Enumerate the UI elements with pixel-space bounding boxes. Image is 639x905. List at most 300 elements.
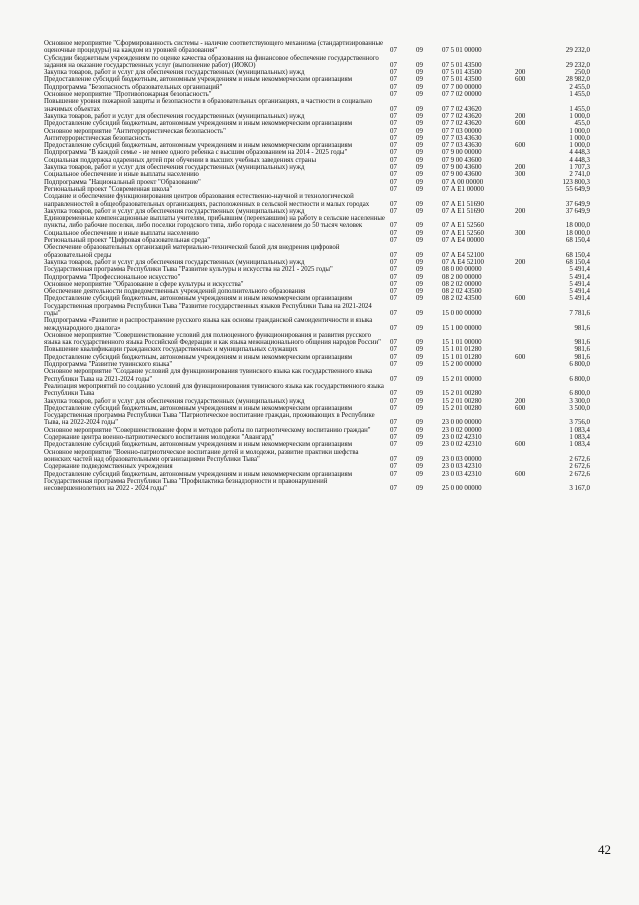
table-row <box>44 471 592 478</box>
row-csr: 07 А Е1 52560 <box>442 222 484 230</box>
table-row <box>44 113 592 120</box>
row-name: Подпрограмма "Национальный проект "Образование" <box>44 178 201 186</box>
table-row <box>44 266 592 273</box>
row-vr <box>515 456 543 463</box>
row-rz: 07 <box>390 222 397 230</box>
row-name: Социальное обеспечение и иные выплаты населению <box>44 229 199 237</box>
row-sum: 37 649,9 <box>565 200 590 208</box>
row-csr: 07 7 03 43630 <box>442 142 482 150</box>
row-vr: 200 <box>515 258 526 266</box>
row-name: Предоставление субсидий бюджетным, автономным учреждениям и иным некоммерческим организациям <box>44 404 353 412</box>
row-sum: 250,0 <box>574 69 590 77</box>
row-csr: 07 7 03 00000 <box>442 127 482 135</box>
row-sum: 28 982,0 <box>565 76 590 84</box>
row-name: Предоставление субсидий бюджетным, автономным учреждениям и иным некоммерческим организациям <box>44 295 353 303</box>
row-name: Предоставление субсидий бюджетным, автономным учреждениям и иным некоммерческим организациям <box>44 441 353 449</box>
row-pr: 09 <box>416 178 423 186</box>
row-sum: 1 455,0 <box>569 91 590 99</box>
row-rz: 07 <box>390 266 397 274</box>
row-name: Подпрограмма "Безопасность образовательных организаций" <box>44 83 223 91</box>
row-sum: 37 649,9 <box>565 207 590 215</box>
row-sum: 2 455,0 <box>569 83 590 91</box>
table-row <box>44 361 592 368</box>
row-pr: 09 <box>416 375 423 383</box>
table-row <box>44 449 592 464</box>
row-vr <box>515 179 543 186</box>
row-sum: 1 083,4 <box>569 426 590 434</box>
row-csr: 07 7 00 00000 <box>442 83 482 91</box>
row-rz: 07 <box>390 83 397 91</box>
row-sum: 29 232,0 <box>565 61 590 69</box>
row-rz: 07 <box>390 470 397 478</box>
row-rz: 07 <box>390 273 397 281</box>
row-name: Региональный проект "Цифровая образовательная среда" <box>44 237 211 245</box>
row-csr: 07 9 00 43600 <box>442 171 482 179</box>
row-sum: 1 000,0 <box>569 134 590 142</box>
row-name: Основное мероприятие "Военно-патриотическое воспитание детей и молодежи, развитие практики шефства воинских частей над образовательными организациями Республики Тыва" <box>44 448 359 463</box>
row-sum: 6 800,0 <box>569 375 590 383</box>
row-name: Основное мероприятие "Сформированность системы - наличие соответствующего механизма (стандартизированные оценочные процедуры) на каждом из уровней образования" <box>44 40 384 55</box>
table-row <box>44 157 592 164</box>
row-csr: 23 0 03 00000 <box>442 455 482 463</box>
row-name: Повышение уровня пожарной защиты и безопасности в образовательных организациях, в частности в социально значимых объектах <box>44 98 373 113</box>
row-pr: 09 <box>416 105 423 113</box>
row-name: Государственная программа Республики Тыва "Патриотическое воспитание граждан, проживающих в Республике Тыва, на 2022-2024 годы" <box>44 412 375 427</box>
row-pr: 09 <box>416 61 423 69</box>
row-rz: 07 <box>390 156 397 164</box>
page-number: 42 <box>598 842 611 857</box>
row-vr: 200 <box>515 112 526 120</box>
row-sum: 981,6 <box>574 353 590 361</box>
row-rz: 07 <box>390 237 397 245</box>
row-vr <box>515 419 543 426</box>
table-row <box>44 208 592 215</box>
row-vr: 600 <box>515 353 526 361</box>
row-rz: 07 <box>390 397 397 405</box>
row-vr <box>515 128 543 135</box>
row-vr <box>515 339 543 346</box>
table-row <box>44 142 592 149</box>
row-pr: 09 <box>416 485 423 493</box>
row-rz: 07 <box>390 178 397 186</box>
row-vr: 200 <box>515 207 526 215</box>
row-name: Единовременные компенсационные выплаты учителям, прибывшим (переехавшим) на работу в сельские населенные пункты, либо рабочие поселки, либо поселки городского типа, либо города с населением до 50 тысяч человек <box>44 215 385 230</box>
row-pr: 09 <box>416 419 423 427</box>
row-pr: 09 <box>416 470 423 478</box>
row-sum: 6 800,0 <box>569 361 590 369</box>
row-vr <box>515 84 543 91</box>
table-row <box>44 193 592 208</box>
row-sum: 3 500,0 <box>569 404 590 412</box>
row-vr <box>515 252 543 259</box>
row-rz: 07 <box>390 207 397 215</box>
row-sum: 1 083,4 <box>569 441 590 449</box>
row-name: Содержание центра военно-патриотического воспитания молодежи "Авангард" <box>44 434 275 442</box>
row-rz: 07 <box>390 76 397 84</box>
row-vr <box>515 157 543 164</box>
row-name: Социальное обеспечение и иные выплаты населению <box>44 171 199 179</box>
row-pr: 09 <box>416 185 423 193</box>
table-row <box>44 128 592 135</box>
row-vr: 600 <box>515 295 526 303</box>
row-csr: 23 0 03 42310 <box>442 470 482 478</box>
row-csr: 15 2 00 00000 <box>442 361 482 369</box>
row-sum: 2 741,0 <box>569 171 590 179</box>
row-pr: 09 <box>416 295 423 303</box>
table-row <box>44 76 592 83</box>
row-sum: 29 232,0 <box>565 47 590 55</box>
row-pr: 09 <box>416 222 423 230</box>
row-vr <box>515 91 543 98</box>
row-vr: 300 <box>515 229 526 237</box>
row-sum: 6 800,0 <box>569 390 590 398</box>
table-row <box>44 179 592 186</box>
row-rz: 07 <box>390 120 397 128</box>
row-rz: 07 <box>390 463 397 471</box>
row-pr: 09 <box>416 237 423 245</box>
row-csr: 15 1 01 00000 <box>442 339 482 347</box>
row-pr: 09 <box>416 434 423 442</box>
row-sum: 1 083,4 <box>569 434 590 442</box>
row-name: Государственная программа Республики Тыва "Развитие государственных языков Республики Тыва на 2021-2024 годы" <box>44 302 372 317</box>
row-csr: 07 А 00 00000 <box>442 178 484 186</box>
row-name: Повышение квалификации гражданских государственных и муниципальных служащих <box>44 346 298 354</box>
row-name: Создание и обеспечение функционирования центров образования естественно-научной и технологической направленностей в общеобразовательных организациях, расположенных в сельской местности и малых городах <box>44 193 370 208</box>
table-row <box>44 368 592 383</box>
row-vr: 600 <box>515 441 526 449</box>
row-sum: 1 707,3 <box>569 164 590 172</box>
row-csr: 07 5 01 00000 <box>442 47 482 55</box>
table-row <box>44 237 592 244</box>
row-rz: 07 <box>390 134 397 142</box>
table-row <box>44 478 592 493</box>
row-csr: 15 0 00 00000 <box>442 309 482 317</box>
row-pr: 09 <box>416 207 423 215</box>
row-csr: 07 А Е1 51690 <box>442 207 484 215</box>
row-csr: 07 А Е4 52100 <box>442 258 484 266</box>
row-csr: 08 2 02 00000 <box>442 280 482 288</box>
row-pr: 09 <box>416 76 423 84</box>
row-csr: 07 7 02 43620 <box>442 120 482 128</box>
row-vr <box>515 463 543 470</box>
table-row <box>44 288 592 295</box>
row-name: Региональный проект "Современная школа" <box>44 185 173 193</box>
row-pr: 09 <box>416 266 423 274</box>
row-rz: 07 <box>390 288 397 296</box>
table-row <box>44 346 592 353</box>
row-sum: 5 491,4 <box>569 280 590 288</box>
row-name: Предоставление субсидий бюджетным, автономным учреждениям и иным некоммерческим организациям <box>44 120 353 128</box>
table-row <box>44 441 592 448</box>
row-rz: 07 <box>390 361 397 369</box>
row-csr: 23 0 03 42310 <box>442 463 482 471</box>
table-row <box>44 40 592 55</box>
row-pr: 09 <box>416 390 423 398</box>
row-csr: 07 9 00 43600 <box>442 156 482 164</box>
table-row <box>44 295 592 302</box>
row-pr: 09 <box>416 200 423 208</box>
row-rz: 07 <box>390 149 397 157</box>
row-name: Предоставление субсидий бюджетным, автономным учреждениям и иным некоммерческим организациям <box>44 142 353 150</box>
table-row <box>44 55 592 70</box>
row-name: Подпрограмма «Развитие и распространение русского языка как основы гражданской самоидентичности и языка международного диалога» <box>44 317 373 332</box>
row-rz: 07 <box>390 229 397 237</box>
row-vr <box>515 325 543 332</box>
row-csr: 07 А Е4 52100 <box>442 251 484 259</box>
row-sum: 981,6 <box>574 346 590 354</box>
row-name: Государственная программа Республики Тыва "Профилактика безнадзорности и правонарушений несовершеннолетних на 2022 - 2024 годы" <box>44 477 328 493</box>
table-row <box>44 259 592 266</box>
row-pr: 09 <box>416 280 423 288</box>
row-pr: 09 <box>416 288 423 296</box>
row-vr: 200 <box>515 397 526 405</box>
row-vr: 600 <box>515 142 526 150</box>
row-rz: 07 <box>390 353 397 361</box>
row-sum: 1 000,0 <box>569 142 590 150</box>
row-vr <box>515 288 543 295</box>
row-sum: 68 150,4 <box>565 258 590 266</box>
row-pr: 09 <box>416 142 423 150</box>
row-csr: 07 7 02 43620 <box>442 112 482 120</box>
row-rz: 07 <box>390 324 397 332</box>
row-rz: 07 <box>390 280 397 288</box>
row-sum: 5 491,4 <box>569 266 590 274</box>
row-name: Основное мероприятие "Совершенствование форм и методов работы по патриотическому воспитанию граждан" <box>44 426 371 434</box>
row-sum: 455,0 <box>574 120 590 128</box>
row-vr <box>515 149 543 156</box>
row-sum: 2 672,6 <box>569 463 590 471</box>
row-pr: 09 <box>416 164 423 172</box>
row-pr: 09 <box>416 258 423 266</box>
table-row <box>44 412 592 427</box>
row-csr: 07 А Е1 51690 <box>442 200 484 208</box>
row-pr: 09 <box>416 397 423 405</box>
row-rz: 07 <box>390 185 397 193</box>
table-row <box>44 164 592 171</box>
row-pr: 09 <box>416 156 423 164</box>
row-csr: 08 0 00 00000 <box>442 266 482 274</box>
table-row <box>44 463 592 470</box>
row-pr: 09 <box>416 149 423 157</box>
row-csr: 07 9 00 00000 <box>442 149 482 157</box>
row-pr: 09 <box>416 251 423 259</box>
row-pr: 09 <box>416 127 423 135</box>
row-name: Основное мероприятие "Совершенствование условий для полноценного функционирования и развития русского языка как государственного языка Российской Федерации и как языка межнационального общения народов России" <box>44 331 381 347</box>
row-csr: 07 5 01 43500 <box>442 76 482 84</box>
row-pr: 09 <box>416 229 423 237</box>
table-row <box>44 230 592 237</box>
row-vr <box>515 222 543 229</box>
row-csr: 15 1 01 01280 <box>442 346 482 354</box>
row-name: Закупка товаров, работ и услуг для обеспечения государственных (муниципальных) нужд <box>44 164 305 172</box>
row-name: Обеспечение образовательных организаций материально-технической базой для внедрения цифровой образовательной среды <box>44 244 340 259</box>
row-name: Основное мероприятие "Создание условий для функционирования тувинского языка как государственного языка Республики Тыва на 2021-2024 годы" <box>44 368 373 383</box>
row-rz: 07 <box>390 112 397 120</box>
table-row <box>44 332 592 347</box>
table-row <box>44 354 592 361</box>
row-rz: 07 <box>390 69 397 77</box>
row-csr: 23 0 00 00000 <box>442 419 482 427</box>
row-vr: 600 <box>515 76 526 84</box>
row-vr <box>515 201 543 208</box>
row-vr <box>515 106 543 113</box>
table-row <box>44 317 592 332</box>
row-vr <box>515 237 543 244</box>
row-name: Закупка товаров, работ и услуг для обеспечения государственных (муниципальных) нужд <box>44 69 305 77</box>
row-vr <box>515 427 543 434</box>
row-csr: 08 2 02 43500 <box>442 295 482 303</box>
row-sum: 981,6 <box>574 339 590 347</box>
row-sum: 1 000,0 <box>569 127 590 135</box>
row-vr: 600 <box>515 404 526 412</box>
row-name: Антитеррористическая безопасность <box>44 134 152 142</box>
row-rz: 07 <box>390 426 397 434</box>
row-csr: 15 2 01 00280 <box>442 390 482 398</box>
row-rz: 07 <box>390 295 397 303</box>
row-name: Подпрограмма "Развитие тувинского языка" <box>44 361 173 369</box>
row-rz: 07 <box>390 91 397 99</box>
row-csr: 07 А Е1 52560 <box>442 229 484 237</box>
row-pr: 09 <box>416 171 423 179</box>
row-rz: 07 <box>390 434 397 442</box>
table-row <box>44 135 592 142</box>
row-sum: 3 300,0 <box>569 397 590 405</box>
row-name: Предоставление субсидий бюджетным, автономным учреждениям и иным некоммерческим организациям <box>44 353 353 361</box>
row-pr: 09 <box>416 353 423 361</box>
row-rz: 07 <box>390 375 397 383</box>
row-sum: 5 491,4 <box>569 295 590 303</box>
table-row <box>44 405 592 412</box>
row-sum: 7 781,6 <box>569 309 590 317</box>
row-pr: 09 <box>416 346 423 354</box>
row-pr: 09 <box>416 134 423 142</box>
row-vr <box>515 186 543 193</box>
row-csr: 07 7 02 00000 <box>442 91 482 99</box>
row-sum: 18 000,0 <box>565 229 590 237</box>
table-row <box>44 303 592 318</box>
row-vr <box>515 434 543 441</box>
row-csr: 15 1 01 01280 <box>442 353 482 361</box>
row-name: Закупка товаров, работ и услуг для обеспечения государственных (муниципальных) нужд <box>44 112 305 120</box>
table-row <box>44 383 592 398</box>
row-name: Основное мероприятие "Противопожарная безопасность" <box>44 91 212 99</box>
row-vr: 200 <box>515 69 526 77</box>
row-name: Обеспечение деятельности подведомственных учреждений дополнительного образования <box>44 288 306 296</box>
table-row <box>44 149 592 156</box>
table-row <box>44 215 592 230</box>
row-rz: 07 <box>390 309 397 317</box>
row-rz: 07 <box>390 171 397 179</box>
row-sum: 68 150,4 <box>565 237 590 245</box>
row-csr: 07 9 00 43600 <box>442 164 482 172</box>
row-vr <box>515 47 543 54</box>
row-pr: 09 <box>416 404 423 412</box>
row-vr <box>515 135 543 142</box>
row-vr <box>515 361 543 368</box>
table-row <box>44 69 592 76</box>
row-pr: 09 <box>416 273 423 281</box>
row-pr: 09 <box>416 426 423 434</box>
row-sum: 5 491,4 <box>569 273 590 281</box>
row-name: Содержание подведомственных учреждения <box>44 463 173 471</box>
table-row <box>44 244 592 259</box>
row-sum: 55 649,9 <box>565 185 590 193</box>
row-name: Подпрограмма "В каждой семье - не менее одного ребенка с высшим образованием на 2014 - 2025 годы" <box>44 149 348 157</box>
row-sum: 4 448,3 <box>569 149 590 157</box>
row-name: Предоставление субсидий бюджетным, автономным учреждениям и иным некоммерческим организациям <box>44 76 353 84</box>
row-csr: 15 1 00 00000 <box>442 324 482 332</box>
row-csr: 23 0 02 42310 <box>442 434 482 442</box>
table-row <box>44 171 592 178</box>
row-vr: 600 <box>515 120 526 128</box>
row-sum: 981,6 <box>574 324 590 332</box>
row-sum: 2 672,6 <box>569 455 590 463</box>
row-name: Основное мероприятие "Образование в сфере культуры и искусства" <box>44 280 244 288</box>
row-vr: 200 <box>515 164 526 172</box>
row-rz: 07 <box>390 105 397 113</box>
row-sum: 123 800,3 <box>562 178 590 186</box>
row-rz: 07 <box>390 346 397 354</box>
row-rz: 07 <box>390 404 397 412</box>
table-row <box>44 434 592 441</box>
table-row <box>44 186 592 193</box>
row-name: Закупка товаров, работ и услуг для обеспечения государственных (муниципальных) нужд <box>44 397 305 405</box>
row-pr: 09 <box>416 69 423 77</box>
row-sum: 3 167,0 <box>569 485 590 493</box>
row-csr: 23 0 02 42310 <box>442 441 482 449</box>
row-pr: 09 <box>416 83 423 91</box>
row-csr: 15 2 01 00000 <box>442 375 482 383</box>
table-row <box>44 91 592 98</box>
row-rz: 07 <box>390 142 397 150</box>
row-vr <box>515 274 543 281</box>
row-csr: 07 5 01 43500 <box>442 61 482 69</box>
table-row <box>44 398 592 405</box>
row-name: Предоставление субсидий бюджетным, автономным учреждениям и иным некоммерческим организациям <box>44 470 353 478</box>
row-rz: 07 <box>390 390 397 398</box>
row-pr: 09 <box>416 324 423 332</box>
row-vr <box>515 485 543 492</box>
row-vr <box>515 281 543 288</box>
row-name: Закупка товаров, работ и услуг для обеспечения государственных (муниципальных) нужд <box>44 207 305 215</box>
row-rz: 07 <box>390 127 397 135</box>
budget-table <box>44 40 592 492</box>
row-name: Реализация мероприятий по созданию условий для функционирования тувинского языка как государственного языка Республики Тыва <box>44 382 384 398</box>
row-vr <box>515 346 543 353</box>
row-csr: 07 7 02 43620 <box>442 105 482 113</box>
row-rz: 07 <box>390 441 397 449</box>
row-rz: 07 <box>390 419 397 427</box>
row-pr: 09 <box>416 361 423 369</box>
row-vr: 600 <box>515 470 526 478</box>
row-rz: 07 <box>390 164 397 172</box>
row-pr: 09 <box>416 441 423 449</box>
row-name: Субсидии бюджетным учреждениям по оценке качества образования на финансовое обеспечение государственного задания на оказание государственных услуг (выполнение работ) (ИОКО) <box>44 54 379 69</box>
row-name: Государственная программа Республики Тыва "Развитие культуры и искусства на 2021 - 2025 годы" <box>44 266 333 274</box>
row-pr: 09 <box>416 309 423 317</box>
row-rz: 07 <box>390 200 397 208</box>
row-csr: 25 0 00 00000 <box>442 485 482 493</box>
row-csr: 07 А Е4 00000 <box>442 237 484 245</box>
row-csr: 08 2 00 00000 <box>442 273 482 281</box>
row-sum: 1 000,0 <box>569 112 590 120</box>
row-name: Основное мероприятие "Антитеррористическая безопасность" <box>44 127 226 135</box>
row-csr: 07 7 03 43630 <box>442 134 482 142</box>
table-row <box>44 84 592 91</box>
row-name: Подпрограмма "Профессиональное искусство" <box>44 273 181 281</box>
row-vr <box>515 376 543 383</box>
row-sum: 3 756,0 <box>569 419 590 427</box>
